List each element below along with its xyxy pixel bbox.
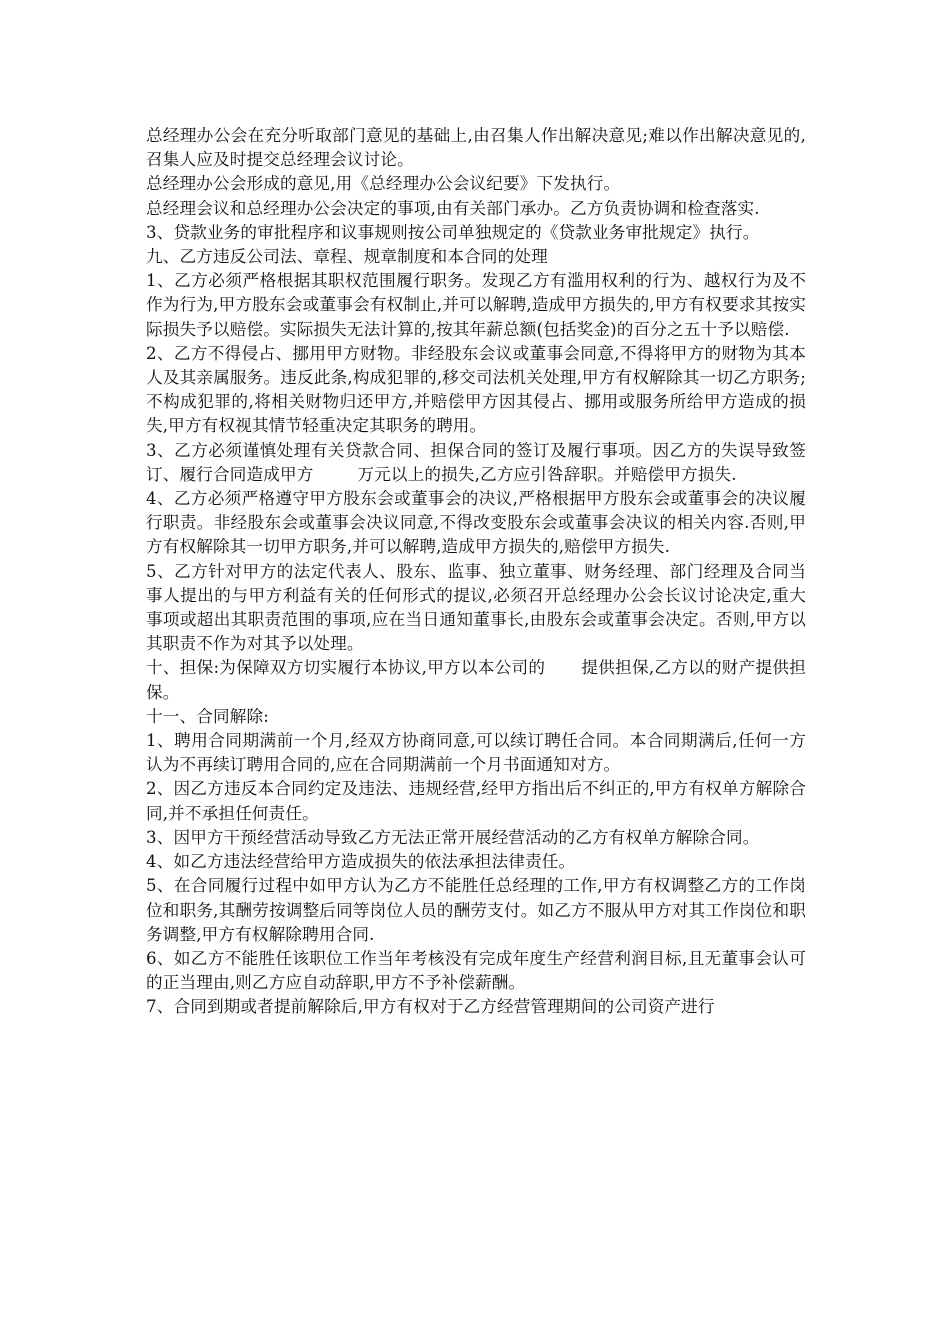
clause-9-3-text-before-blank: 3、乙方必须谨慎处理有关贷款合同、担保合同的签订及履行事项。因乙方的失误导致签订、履行合同造成甲方: [146, 440, 806, 484]
paragraph-meeting-minutes: 总经理办公会形成的意见,用《总经理办公会议纪要》下发执行。: [146, 174, 621, 194]
paragraph-clause-11-5: 5、在合同履行过程中如甲方认为乙方不能胜任总经理的工作,甲方有权调整乙方的工作岗位和职务,其酬劳按调整后同等岗位人员的酬劳支付。如乙方不服从甲方对其工作岗位和职务调整,甲方有权解除聘用合同.: [146, 876, 806, 944]
paragraph-clause-9-3: [146, 439, 806, 487]
paragraph-clause-9-1: 1、乙方必须严格根据其职权范围履行职务。发现乙方有滥用权利的行为、越权行为及不作为行为,甲方股东会或董事会有权制止,并可以解聘,造成甲方损失的,甲方有权要求其按实际损失予以赔偿。实际损失无法计算的,按其年薪总额(包括奖金)的百分之五十予以赔偿.: [146, 271, 806, 339]
paragraph-office-meeting-resolution: 总经理办公会在充分听取部门意见的基础上,由召集人作出解决意见;难以作出解决意见的,召集人应及时提交总经理会议讨论。: [146, 126, 806, 170]
section-heading-eleven: 十一、合同解除:: [146, 706, 269, 726]
section-heading-nine: 九、乙方违反公司法、章程、规章制度和本合同的处理: [146, 247, 548, 267]
paragraph-clause-11-6: 6、如乙方不能胜任该职位工作当年考核没有完成年度生产经营利润目标,且无董事会认可的正当理由,则乙方应自动辞职,甲方不予补偿薪酬。: [146, 948, 806, 993]
paragraph-clause-11-4: 4、如乙方违法经营给甲方造成损失的依法承担法律责任。: [146, 852, 576, 872]
paragraph-clause-11-7: 7、合同到期或者提前解除后,甲方有权对于乙方经营管理期间的公司资产进行: [146, 997, 715, 1017]
paragraph-clause-11-3: 3、因甲方干预经营活动导致乙方无法正常开展经营活动的乙方有权单方解除合同。: [146, 827, 760, 847]
paragraph-loan-approval: 3、贷款业务的审批程序和议事规则按公司单独规定的《贷款业务审批规定》执行。: [146, 222, 760, 242]
clause-9-3-text-after-blank: 万元以上的损失,乙方应引咎辞职。并赔偿甲方损失.: [357, 464, 737, 484]
paragraph-clause-9-5: 5、乙方针对甲方的法定代表人、股东、监事、独立董事、财务经理、部门经理及合同当事人提出的与甲方利益有关的任何形式的提议,必须召开总经理办公会长议讨论决定,重大事项或超出其职责范围的事项,应在当日通知董事长,由股东会或董事会决定。否则,甲方以其职责不作为对其予以处理。: [146, 561, 806, 654]
document-body: [146, 124, 806, 1020]
clause-10-text-before-blank: 十、担保:为保障双方切实履行本协议,甲方以本公司的: [146, 658, 546, 678]
paragraph-clause-9-4: 4、乙方必须严格遵守甲方股东会或董事会的决议,严格根据甲方股东会或董事会的决议履行职责。非经股东会或董事会决议同意,不得改变股东会或董事会决议的相关内容.否则,甲方有权解除其一切甲方职务,并可以解聘,造成甲方损失的,赔偿甲方损失.: [146, 489, 806, 557]
clause-10-text-after-blank: 提供担保,乙方以的财产提供担保。: [146, 658, 807, 702]
paragraph-implementation: 总经理会议和总经理办公会决定的事项,由有关部门承办。乙方负责协调和检查落实.: [146, 198, 760, 218]
paragraph-clause-10-guarantee: [146, 656, 806, 704]
paragraph-clause-11-2: 2、因乙方违反本合同约定及违法、违规经营,经甲方指出后不纠正的,甲方有权单方解除合同,并不承担任何责任。: [146, 779, 806, 823]
paragraph-clause-9-2: 2、乙方不得侵占、挪用甲方财物。非经股东会议或董事会同意,不得将甲方的财物为其本人及其亲属服务。违反此条,构成犯罪的,移交司法机关处理,甲方有权解除其一切乙方职务;不构成犯罪的,将相关财物归还甲方,并赔偿甲方因其侵占、挪用或服务所给甲方造成的损失,甲方有权视其情节轻重决定其职务的聘用。: [146, 343, 806, 436]
paragraph-clause-11-1: 1、聘用合同期满前一个月,经双方协商同意,可以续订聘任合同。本合同期满后,任何一方认为不再续订聘用合同的,应在合同期满前一个月书面通知对方。: [146, 731, 806, 775]
